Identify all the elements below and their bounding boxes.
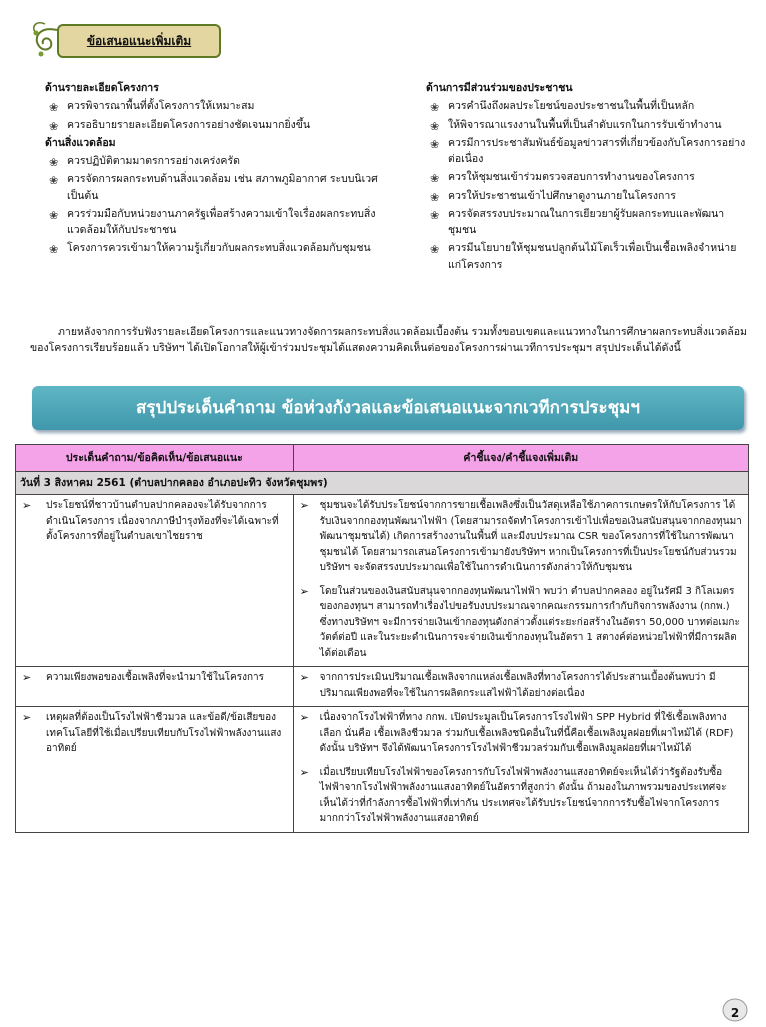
table-header-row bbox=[16, 445, 749, 472]
list-item: ❀ ควรร่วมมือกับหน่วยงานภาครัฐเพื่อสร้างความเข้าใจเรื่องผลกระทบสิ่งแวดล้อมให้กับประชาชน bbox=[49, 207, 376, 237]
list-item: ❀ ควรจัดการผลกระทบด้านสิ่งแวดล้อม เช่น สภาพภูมิอากาศ ระบบนิเวศ เป็นต้น bbox=[49, 173, 378, 202]
list-item: ❀ ควรคำนึงถึงผลประโยชน์ของประชาชนในพื้นที่เป็นหลัก bbox=[426, 98, 746, 114]
flower-bullet-icon: ❀ bbox=[430, 208, 440, 222]
flower-bullet-icon: ❀ bbox=[49, 101, 59, 115]
arrow-bullet-icon: ➢ bbox=[299, 584, 309, 598]
arrow-bullet-icon: ➢ bbox=[299, 671, 309, 684]
flower-bullet-icon: ❀ bbox=[430, 243, 440, 257]
heading-project-details: ด้านรายละเอียดโครงการ bbox=[45, 82, 159, 94]
table-row bbox=[16, 667, 749, 707]
summary-banner bbox=[32, 386, 744, 430]
page-number bbox=[722, 998, 748, 1022]
answer-cell: ➢ ชุมชนจะได้รับประโยชน์จากการขายเชื้อเพลิงซึ่งเป็นวัสดุเหลือใช้ภาคการเกษตรให้กับโครงการ ได้รับเงินจากกองทุนพัฒนาไฟฟ้า (โดยสามารถจัดทำโครงการเข้าไปเพื่อขอเงินสนับสนุนจากกองทุนมาพัฒนาชุมชนได้) เกิดการสร้างงานในพื้นที่ และมีงบประมาณ CSR ของโครงการที่ใช้ในการพัฒนาชุมชนได้ โดยสามารถเสนอโครงการเข้ามายังบริษัทฯ หากเป็นโครงการที่เป็นประโยชน์กับส่วนรวมบริษัทฯ จะจัดสรรงบประมาณเพื่อใช้ในการดำเนินการดังกล่าวให้กับชุมชน ➢ โดยในส่วนของเงินสนับสนุนจากกองทุนพัฒนาไฟฟ้า พบว่า ตำบลปากคลอง อยู่ในรัศมี 3 กิโลเมตรของกองทุนฯ สามารถทำเรื่องไปขอรับงบประมาณจากคณะกรรมการกำกับกิจการพลังงาน (กกพ.) ซึ่งทางบริษัทฯ จะมีการจ่ายเงินเข้ากองทุนดังกล่าวตั้งแต่ระยะก่อสร้างในอัตรา 50,000 บาทต่อเมกะวัตต์ต่อปี และในระยะดำเนินการจะจ่ายเงินเข้ากองทุนในอัตรา 1 สตางค์ต่อหน่วยไฟฟ้าที่มีการผลิตได้ต่อเดือน bbox=[293, 495, 748, 667]
date-row bbox=[16, 472, 749, 495]
right-recommendations bbox=[426, 80, 746, 275]
arrow-bullet-icon: ➢ bbox=[22, 499, 32, 512]
summary-banner-title: สรุปประเด็นคำถาม ข้อห่วงกังวลและข้อเสนอแนะจากเวทีการประชุมฯ bbox=[136, 398, 640, 418]
list-item: ❀ ควรให้ประชาชนเข้าไปศึกษาดูงานภายในโครงการ bbox=[426, 188, 746, 204]
arrow-bullet-icon: ➢ bbox=[22, 671, 32, 684]
answer-cell: ➢ เนื่องจากโรงไฟฟ้าที่ทาง กกพ. เปิดประมูลเป็นโครงการโรงไฟฟ้า SPP Hybrid ที่ใช้เชื้อเพลิงทางเลือก นั่นคือ เชื้อเพลิงชีวมวล ร่วมกับเชื้อเพลิงชนิดอื่นในที่นี้คือเชื้อเพลิงมูลฝอยที่เผาไหม้ได้ (RDF) ดังนั้น บริษัทฯ จึงได้พัฒนาโครงการโรงไฟฟ้าชีวมวลร่วมกับเชื้อเพลิงมูลฝอยที่เผาไหม้ได้ ➢ เมื่อเปรียบเทียบโรงไฟฟ้าของโครงการกับโรงไฟฟ้าพลังงานแสงอาทิตย์จะเห็นได้ว่ารัฐต้องรับซื้อไฟฟ้าจากโรงไฟฟ้าพลังงานแสงอาทิตย์ในอัตราที่สูงกว่า ดังนั้น ถ้ามองในภาพรวมของประเทศจะเห็นได้ว่าที่กำลังการซื้อไฟฟ้าที่เท่ากัน ประเทศจะได้รับประโยชน์จากการรับซื้อไฟจากโครงการมากกว่าโรงไฟฟ้าพลังงานแสงอาทิตย์ bbox=[293, 707, 748, 833]
flower-bullet-icon: ❀ bbox=[49, 119, 59, 133]
flower-bullet-icon: ❀ bbox=[430, 119, 440, 133]
flower-bullet-icon: ❀ bbox=[430, 101, 440, 115]
column-header-issues: ประเด็นคำถาม/ข้อคิดเห็น/ข้อเสนอแนะ bbox=[16, 445, 294, 472]
list-item: ❀ ควรปฏิบัติตามมาตรการอย่างเคร่งครัด bbox=[45, 153, 385, 169]
list-item: ❀ ควรมีนโยบายให้ชุมชนปลูกต้นไม้โตเร็วเพื่อเป็นเชื้อเพลิงจำหน่ายแก่โครงการ bbox=[430, 242, 737, 271]
flower-bullet-icon: ❀ bbox=[430, 190, 440, 204]
list-item: ❀ ควรมีการประชาสัมพันธ์ข้อมูลข่าวสารที่เกี่ยวข้องกับโครงการอย่างต่อเนื่อง bbox=[430, 136, 746, 166]
flower-bullet-icon: ❀ bbox=[49, 243, 59, 257]
list-item: ❀ ควรจัดสรรงบประมาณในการเยียวยาผู้รับผลกระทบและพัฒนาชุมชน bbox=[430, 207, 725, 237]
list-item: ❀ ควรพิจารณาพื้นที่ตั้งโครงการให้เหมาะสม bbox=[45, 98, 385, 114]
arrow-bullet-icon: ➢ bbox=[22, 711, 32, 724]
list-item: ❀ โครงการควรเข้ามาให้ความรู้เกี่ยวกับผลกระทบสิ่งแวดล้อมกับชุมชน bbox=[45, 240, 385, 256]
section-label-text: ข้อเสนอแนะเพิ่มเติม bbox=[86, 34, 192, 48]
flower-bullet-icon: ❀ bbox=[49, 174, 59, 188]
answer-cell: ➢ จากการประเมินปริมาณเชื้อเพลิงจากแหล่งเชื้อเพลิงที่ทางโครงการได้ประสานเบื้องต้นพบว่า มีปริมาณเพียงพอที่จะใช้ในการผลิตกระแสไฟฟ้าได้อย่างต่อเนื่อง bbox=[293, 667, 748, 707]
arrow-bullet-icon: ➢ bbox=[299, 765, 309, 779]
flower-bullet-icon: ❀ bbox=[430, 137, 440, 151]
intro-paragraph: ภายหลังจากการรับฟังรายละเอียดโครงการและแนวทางจัดการผลกระทบสิ่งแวดล้อมเบื้องต้น รวมทั้งขอบเขตและแนวทางในการศึกษาผลกระทบสิ่งแวดล้อมของโครงการเรียบร้อยแล้ว บริษัทฯ ได้เปิดโอกาสให้ผู้เข้าร่วมประชุมได้แสดงความคิดเห็นต่อของโครงการผ่านเวทีการประชุมฯ สรุปประเด็นได้ดังนี้ bbox=[30, 326, 747, 355]
list-item: ❀ ควรให้ชุมชนเข้าร่วมตรวจสอบการทำงานของโครงการ bbox=[426, 169, 746, 185]
section-label bbox=[27, 16, 217, 66]
flower-bullet-icon: ❀ bbox=[49, 208, 59, 222]
question-cell: ➢ ความเพียงพอของเชื้อเพลิงที่จะนำมาใช้ในโครงการ bbox=[16, 667, 294, 707]
heading-public-participation: ด้านการมีส่วนร่วมของประชาชน bbox=[426, 82, 573, 94]
column-header-responses: คำชี้แจง/คำชี้แจงเพิ่มเติม bbox=[293, 445, 748, 472]
page-number-text: 2 bbox=[730, 1006, 740, 1020]
left-recommendations bbox=[45, 80, 385, 259]
table-row bbox=[16, 707, 749, 833]
flower-bullet-icon: ❀ bbox=[430, 172, 440, 186]
arrow-bullet-icon: ➢ bbox=[299, 499, 309, 512]
heading-environment: ด้านสิ่งแวดล้อม bbox=[45, 136, 116, 149]
list-item: ❀ ให้พิจารณาแรงงานในพื้นที่เป็นลำดับแรกในการรับเข้าทำงาน bbox=[426, 117, 746, 133]
question-cell: ➢ เหตุผลที่ต้องเป็นโรงไฟฟ้าชีวมวล และข้อดี/ข้อเสียของเทคโนโลยีที่ใช้เมื่อเปรียบเทียบกับโรงไฟฟ้าพลังงานแสงอาทิตย์ bbox=[16, 707, 294, 833]
meeting-date: วันที่ 3 สิงหาคม 2561 (ตำบลปากคลอง อำเภอปะทิว จังหวัดชุมพร) bbox=[16, 472, 749, 495]
summary-table bbox=[15, 444, 749, 833]
question-cell: ➢ ประโยชน์ที่ชาวบ้านตำบลปากคลองจะได้รับจากการดำเนินโครงการ เนื่องจากภาษีบำรุงท้องที่จะได้เฉพาะที่ตั้งโครงการที่อยู่ในตำบลเขาไชยราช bbox=[16, 495, 294, 667]
table-row bbox=[16, 495, 749, 667]
arrow-bullet-icon: ➢ bbox=[299, 711, 309, 724]
list-item: ❀ ควรอธิบายรายละเอียดโครงการอย่างชัดเจนมากยิ่งขึ้น bbox=[45, 117, 385, 133]
flower-bullet-icon: ❀ bbox=[49, 156, 59, 170]
